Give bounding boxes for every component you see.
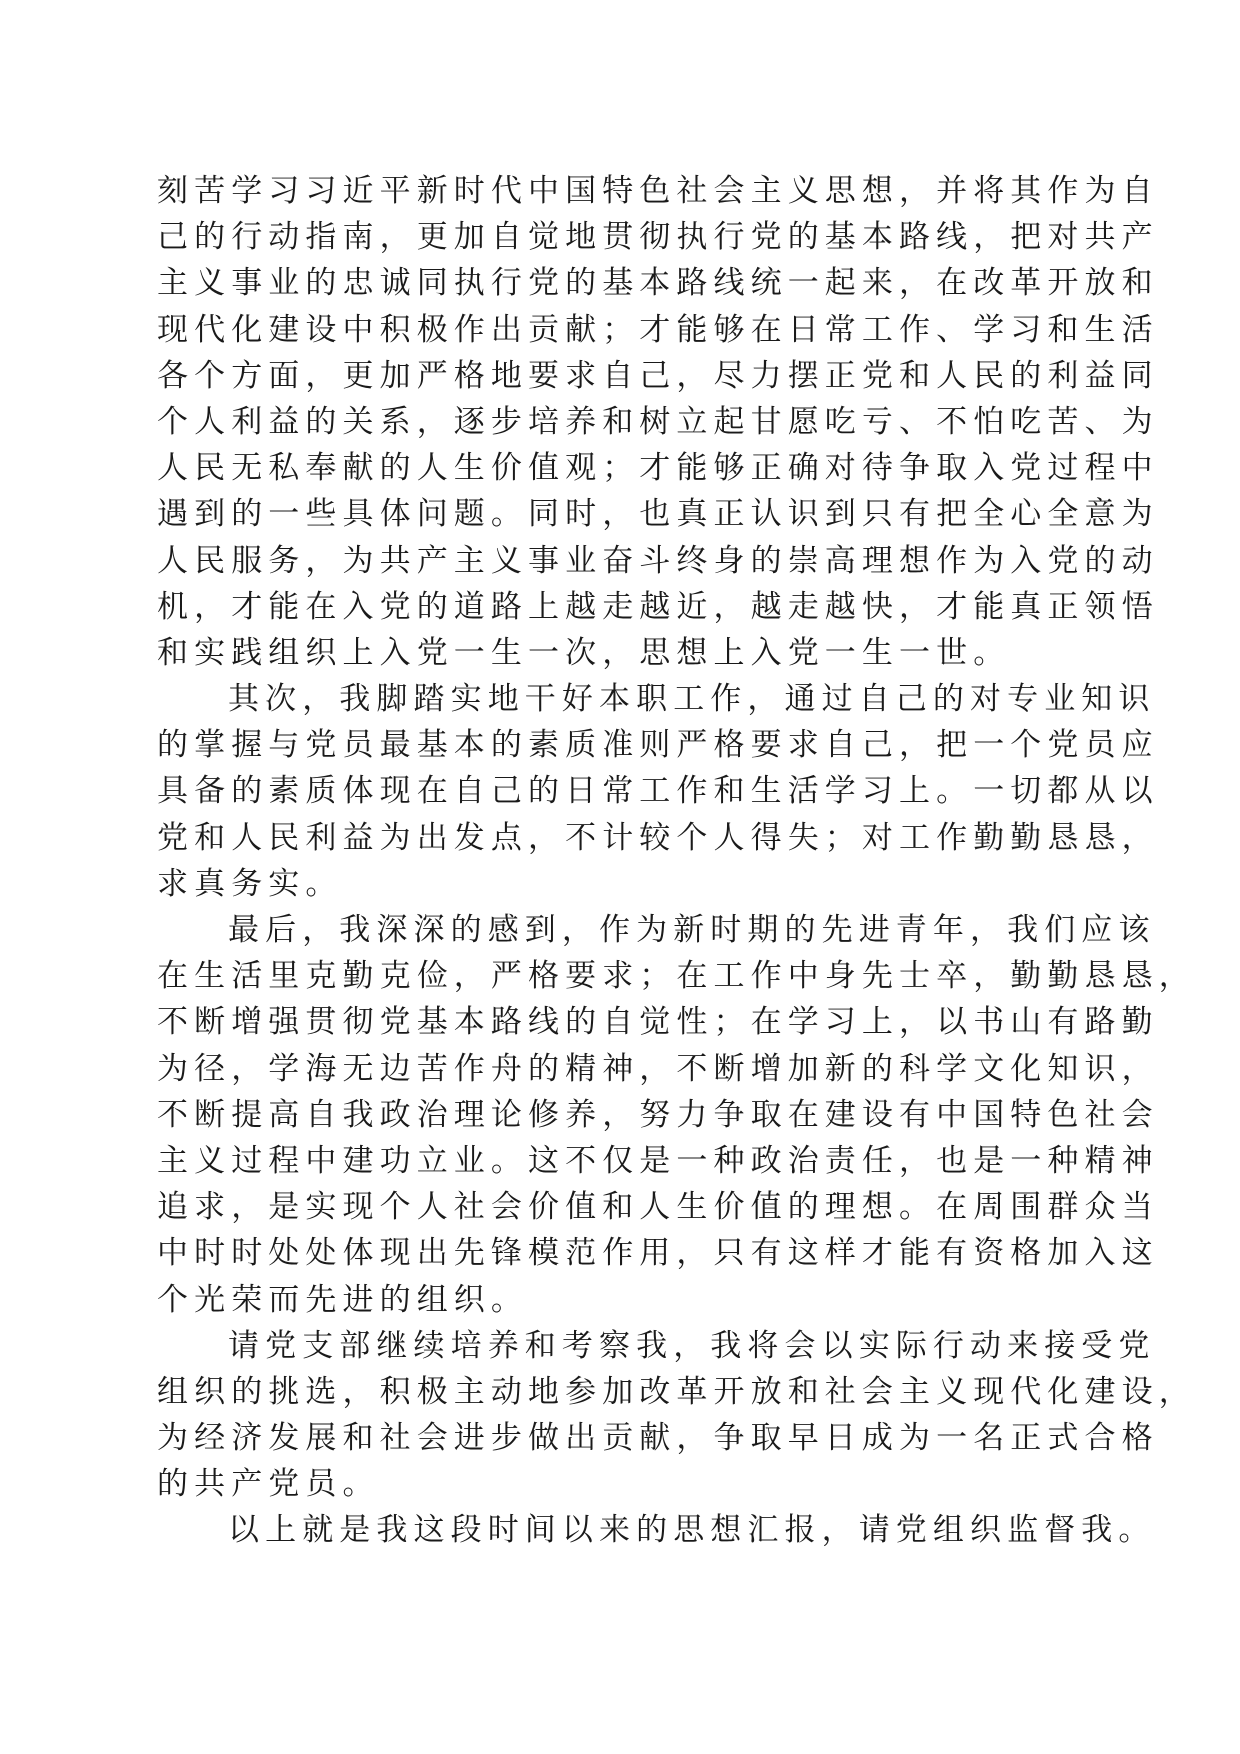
text-line: 个人利益的关系，逐步培养和树立起甘愿吃亏、不怕吃苦、为 (157, 403, 1159, 440)
text-line: 主义事业的忠诚同执行党的基本路线统一起来，在改革开放和 (157, 265, 1159, 302)
text-line: 人民无私奉献的人生价值观；才能够正确对待争取入党过程中 (157, 450, 1159, 487)
text-line: 中时时处处体现出先锋模范作用，只有这样才能有资格加入这 (157, 1235, 1159, 1272)
text-line: 现代化建设中积极作出贡献；才能够在日常工作、学习和生活 (157, 311, 1159, 348)
paragraph-first-line: 最后，我深深的感到，作为新时期的先进青年，我们应该 (228, 912, 1156, 948)
text-line: 为径，学海无边苦作舟的精神，不断增加新的科学文化知识， (157, 1050, 1159, 1087)
text-line: 遇到的一些具体问题。同时，也真正认识到只有把全心全意为 (157, 496, 1159, 533)
paragraph-first-line: 请党支部继续培养和考察我，我将会以实际行动来接受党 (228, 1327, 1156, 1364)
paragraph-first-line: 其次，我脚踏实地干好本职工作，通过自己的对专业知识 (228, 681, 1156, 718)
text-line: 在生活里克勤克俭，严格要求；在工作中身先士卒，勤勤恳恳， (157, 958, 1196, 995)
text-line: 追求，是实现个人社会价值和人生价值的理想。在周围群众当 (157, 1189, 1159, 1226)
text-line: 为经济发展和社会进步做出贡献，争取早日成为一名正式合格 (157, 1420, 1159, 1457)
text-line: 各个方面，更加严格地要求自己，尽力摆正党和人民的利益同 (157, 357, 1159, 394)
paragraph-first-line: 以上就是我这段时间以来的思想汇报，请党组织监督我。 (228, 1512, 1156, 1549)
text-line: 党和人民利益为出发点，不计较个人得失；对工作勤勤恳恳， (157, 819, 1159, 856)
text-line: 个光荣而先进的组织。 (157, 1281, 528, 1318)
text-line: 机，才能在入党的道路上越走越近，越走越快，才能真正领悟 (157, 588, 1159, 625)
text-line: 和实践组织上入党一生一次，思想上入党一生一世。 (157, 634, 1011, 671)
text-line: 组织的挑选，积极主动地参加改革开放和社会主义现代化建设， (157, 1373, 1196, 1410)
text-line: 不断提高自我政治理论修养，努力争取在建设有中国特色社会 (157, 1096, 1159, 1133)
text-line: 的掌握与党员最基本的素质准则严格要求自己，把一个党员应 (157, 727, 1159, 764)
text-line: 求真务实。 (157, 865, 343, 902)
text-line: 己的行动指南，更加自觉地贯彻执行党的基本路线，把对共产 (157, 219, 1159, 256)
text-line: 具备的素质体现在自己的日常工作和生活学习上。一切都从以 (157, 773, 1159, 810)
text-line: 不断增强贯彻党基本路线的自觉性；在学习上，以书山有路勤 (157, 1004, 1159, 1041)
text-line: 人民服务，为共产主义事业奋斗终身的崇高理想作为入党的动 (157, 542, 1159, 579)
document-body (157, 168, 1196, 1554)
text-line: 的共产党员。 (157, 1466, 380, 1503)
text-line: 主义过程中建功立业。这不仅是一种政治责任，也是一种精神 (157, 1142, 1159, 1179)
text-line: 刻苦学习习近平新时代中国特色社会主义思想，并将其作为自 (157, 173, 1159, 209)
